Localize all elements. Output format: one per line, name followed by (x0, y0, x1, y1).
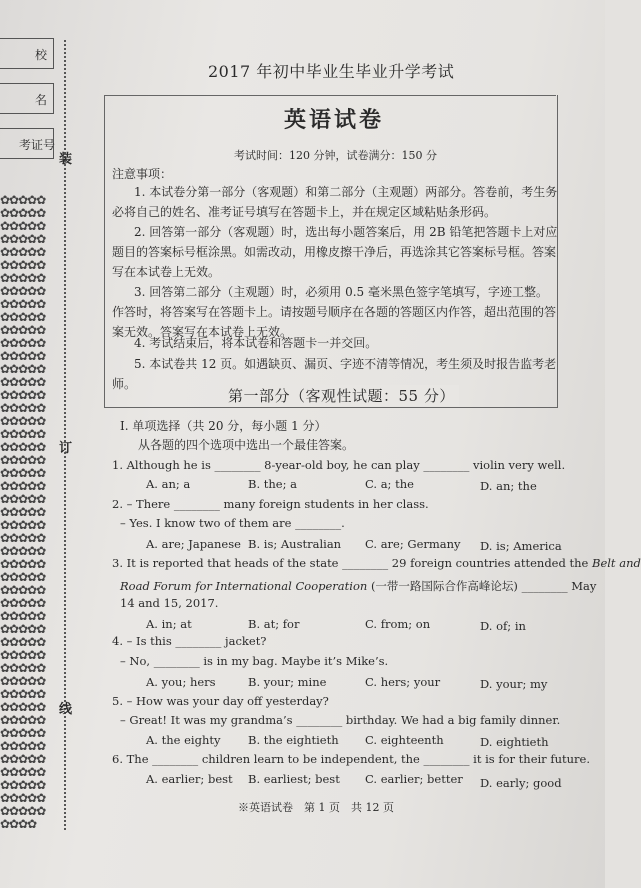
question-stem: 14 and 15, 2017. (120, 596, 219, 610)
section-title: Ⅰ. 单项选择（共 20 分，每小题 1 分） (120, 419, 327, 433)
option-b: B. is; Australian (248, 537, 342, 551)
school-label: 校 (34, 48, 47, 62)
exam-id-label: 考证号 (18, 138, 55, 152)
note-item: 2. 回答第一部分（客观题）时，选出每小题答案后，用 2B 铅笔把答题卡上对应题目的答案标号框涂黑。如需改动，用橡皮擦干净后，再选涂其它答案标号框。答案写在本试卷上无效。 (112, 225, 558, 279)
question-stem: – No, ________ is in my bag. Maybe it’s Mike’s. (120, 654, 389, 668)
note-item: 5. 本试卷共 12 页。如遇缺页、漏页、字迹不清等情况，考生须及时报告监考老师。 (112, 357, 557, 391)
option-d: D. early; good (480, 776, 562, 790)
section-instruction: 从各题的四个选项中选出一个最佳答案。 (138, 438, 355, 452)
option-a: A. are; Japanese (146, 537, 241, 551)
option-c: C. a; the (365, 477, 414, 491)
option-b: B. the eightieth (248, 733, 339, 747)
option-a: A. you; hers (146, 675, 216, 689)
school-field[interactable] (0, 38, 54, 69)
student-info-fields (0, 38, 54, 173)
option-c: C. eighteenth (365, 733, 444, 747)
exam-id-field[interactable] (0, 128, 54, 159)
option-c: C. hers; your (365, 675, 441, 689)
option-d: D. eightieth (480, 735, 549, 749)
exam-subtitle: 英语试卷 (284, 107, 385, 133)
note-item: 3. 回答第二部分（主观题）时，必须用 0.5 毫米黑色签字笔填写，字迹工整。作答时，将答案写在答题卡上。请按题号顺序在各题的答题区内作答，超出范围的答案无效。答案写在本试卷上无效。 (112, 285, 557, 339)
option-d: D. is; America (480, 539, 562, 553)
option-d: D. of; in (480, 619, 526, 633)
note-item: 4. 考试结束后，将本试卷和答题卡一并交回。 (134, 336, 378, 350)
option-b: B. at; for (248, 617, 300, 631)
page-footer: ※英语试卷 第 1 页 共 12 页 (238, 801, 394, 814)
question-stem-text: 3. It is reported that heads of the state ________ 29 foreign countries attended the (112, 556, 589, 570)
question-stem: 2. – There ________ many foreign students in her class. (112, 497, 429, 511)
question-stem: 6. The ________ children learn to be independent, the ________ it is for their future. (112, 752, 590, 766)
question-stem: – Great! It was my grandma’s ________ birthday. We had a big family dinner. (120, 713, 561, 727)
option-d: D. your; my (480, 677, 548, 691)
option-a: A. in; at (146, 617, 192, 631)
note-item: 1. 本试卷分第一部分（客观题）和第二部分（主观题）两部分。答卷前，考生务必将自己的姓名、准考证号填写在答题卡上，并在规定区域粘贴条形码。 (112, 185, 558, 219)
name-field[interactable] (0, 83, 54, 114)
option-c: C. earlier; better (365, 772, 463, 786)
question-stem-italic: Road Forum for International Cooperation (120, 579, 368, 593)
option-c: C. are; Germany (365, 537, 461, 551)
question-stem-text: (一带一路国际合作高峰论坛) ________ May (370, 579, 597, 593)
exam-info: 考试时间：120 分钟，试卷满分：150 分 (234, 149, 437, 162)
question-stem (120, 578, 596, 594)
option-d: D. an; the (480, 479, 537, 493)
exam-title: 2017 年初中毕业生毕业升学考试 (208, 62, 455, 81)
option-c: C. from; on (365, 617, 431, 631)
binding-mark-ding: 订 (59, 441, 73, 456)
decorative-border: ✿✿✿✿✿✿✿✿✿✿✿✿✿✿✿✿✿✿✿✿✿✿✿✿✿✿✿✿✿✿✿✿✿✿✿✿✿✿✿✿✿✿✿✿✿✿✿✿✿✿✿✿✿✿✿✿✿✿✿✿✿✿✿✿✿✿✿✿✿✿✿✿✿✿✿✿✿✿✿✿✿✿✿✿✿✿✿✿✿✿✿✿✿✿✿✿✿✿✿✿✿✿✿✿✿✿✿✿✿✿✿✿✿✿✿✿✿✿✿✿✿✿✿✿✿✿✿✿✿✿✿✿✿✿✿✿✿✿✿✿✿✿✿✿✿✿✿✿✿✿✿✿✿✿✿✿✿✿✿✿✿✿✿✿✿✿✿✿✿✿✿✿✿✿✿✿✿✿✿✿✿✿✿✿✿✿✿✿✿✿✿✿✿✿✿✿✿✿✿✿✿✿✿✿✿✿✿✿✿✿✿✿✿✿✿✿✿✿✿✿✿✿✿✿✿✿✿✿✿✿✿✿✿✿✿✿✿✿✿✿✿✿✿✿ (0, 193, 46, 831)
option-a: A. an; a (146, 477, 191, 491)
part1-title: 第一部分（客观性试题：55 分） (224, 385, 459, 406)
notes-heading: 注意事项： (112, 167, 173, 181)
question-stem (112, 556, 641, 570)
option-b: B. the; a (248, 477, 297, 491)
question-stem: 5. – How was your day off yesterday? (112, 694, 329, 708)
binding-mark-zhuang: 装 (59, 152, 73, 167)
question-stem: 1. Although he is ________ 8-year-old boy, he can play ________ violin very well. (112, 458, 566, 472)
binding-mark-xian: 线 (59, 702, 73, 717)
option-a: A. the eighty (146, 733, 221, 747)
question-stem: – Yes. I know two of them are ________. (120, 516, 345, 530)
option-b: B. earliest; best (248, 772, 340, 786)
option-b: B. your; mine (248, 675, 327, 689)
name-label: 名 (34, 93, 47, 107)
question-stem: 4. – Is this ________ jacket? (112, 634, 267, 648)
question-stem-italic: Belt and (592, 556, 641, 570)
option-a: A. earlier; best (146, 772, 233, 786)
